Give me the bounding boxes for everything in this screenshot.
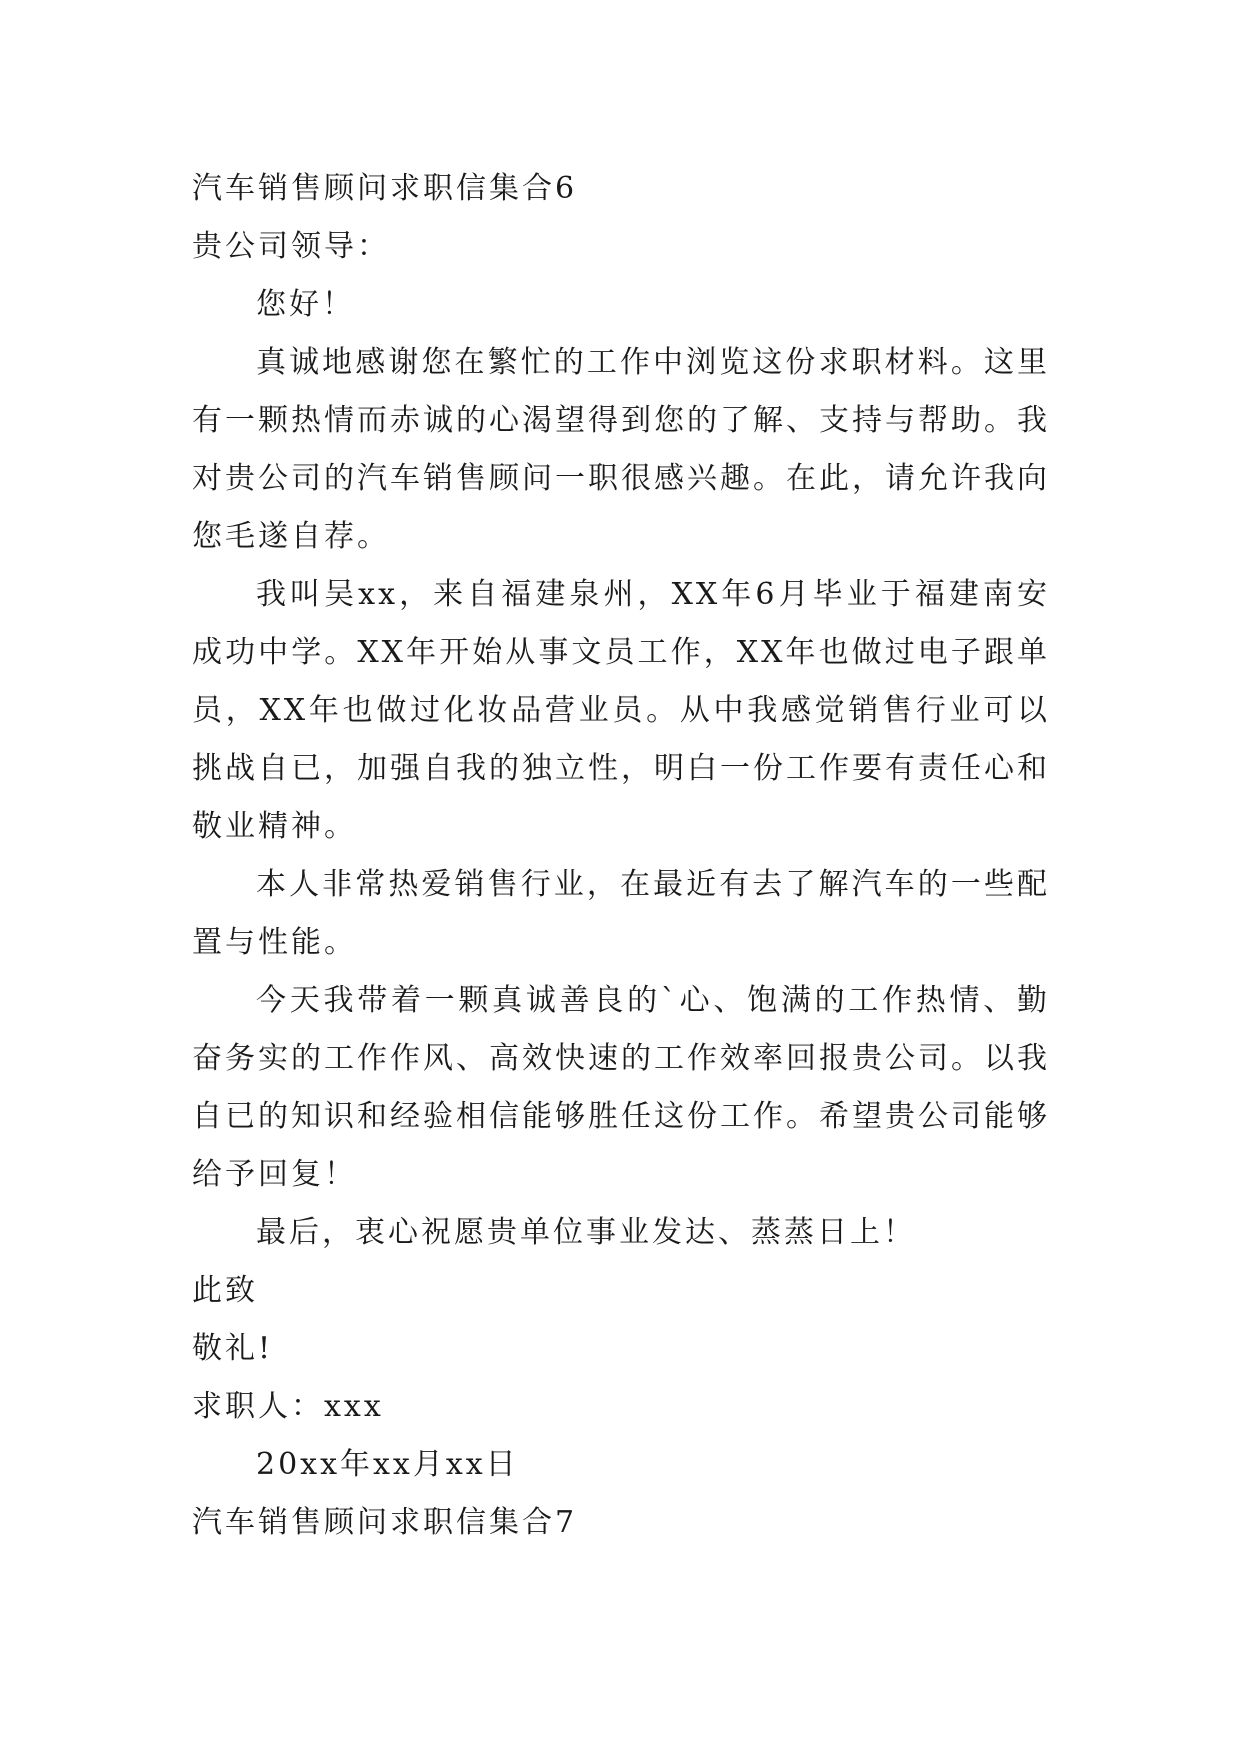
paragraph-interest: 本人非常热爱销售行业，在最近有去了解汽车的一些配置与性能。 (192, 867, 1050, 960)
salutation: 贵公司领导： (192, 229, 390, 264)
signature: 求职人：xxx (192, 1389, 384, 1424)
section-title-7: 汽车销售顾问求职信集合7 (192, 1505, 578, 1540)
paragraph-gratitude: 真诚地感谢您在繁忙的工作中浏览这份求职材料。这里有一颗热情而赤诚的心渴望得到您的了解、支持与帮助。我对贵公司的汽车销售顾问一职很感兴趣。在此，请允许我向您毛遂自荐。 (192, 345, 1050, 554)
date: 20xx年xx月xx日 (256, 1447, 519, 1482)
section-title-6: 汽车销售顾问求职信集合6 (192, 171, 578, 206)
paragraph-background: 我叫吴xx，来自福建泉州，XX年6月毕业于福建南安成功中学。XX年开始从事文员工作，XX年也做过电子跟单员，XX年也做过化妆品营业员。从中我感觉销售行业可以挑战自已，加强自我的独立性，明白一份工作要有责任心和敬业精神。 (192, 577, 1050, 844)
paragraph-commitment: 今天我带着一颗真诚善良的`心、饱满的工作热情、勤奋务实的工作作风、高效快速的工作效率回报贵公司。以我自已的知识和经验相信能够胜任这份工作。希望贵公司能够给予回复！ (192, 983, 1050, 1192)
closing-jingli: 敬礼! (192, 1331, 274, 1366)
letter-content (192, 160, 1050, 1552)
greeting: 您好！ (256, 287, 355, 322)
paragraph-wishes: 最后，衷心祝愿贵单位事业发达、蒸蒸日上！ (256, 1215, 916, 1250)
closing-cizhi: 此致 (192, 1273, 258, 1308)
